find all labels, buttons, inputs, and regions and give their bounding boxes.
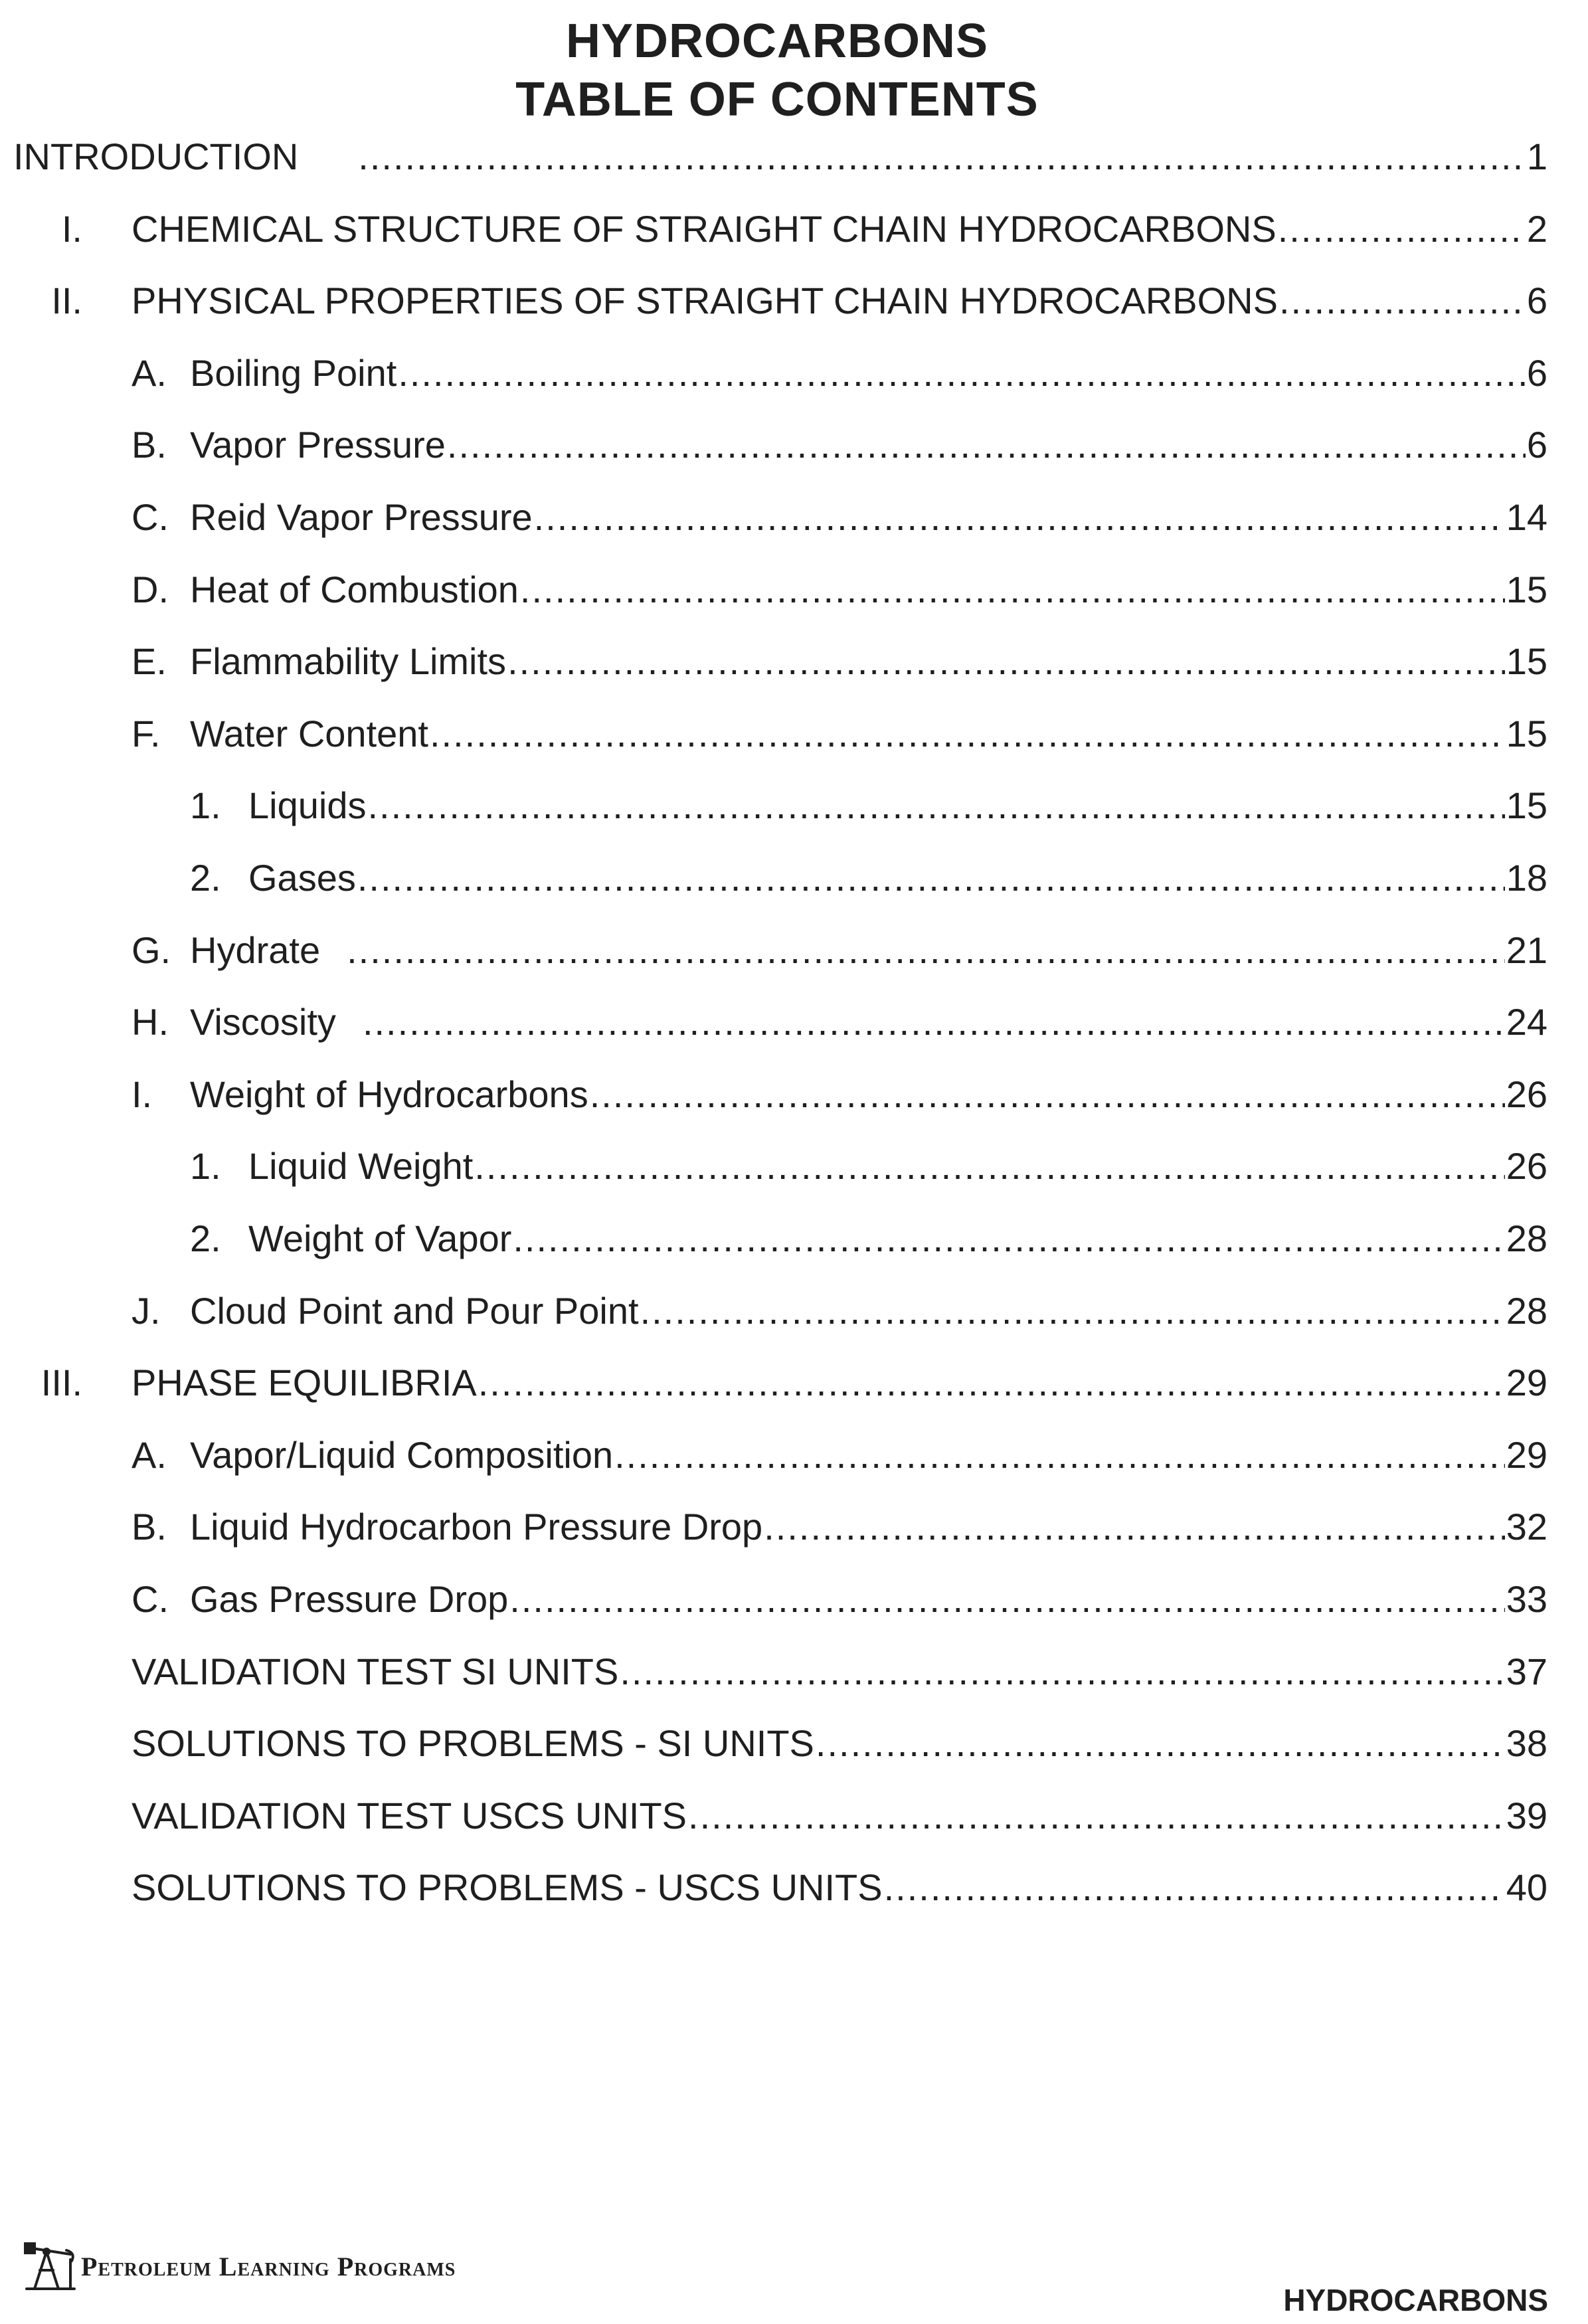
toc-marker: D. (132, 568, 169, 610)
dot-leader (478, 1356, 1505, 1409)
footer-section-title: HYDROCARBONS (1283, 2283, 1548, 2317)
toc-page-number: 28 (1506, 1217, 1547, 1259)
dot-leader (520, 563, 1505, 616)
dot-leader (1278, 203, 1526, 256)
toc-row (0, 347, 1547, 400)
toc-marker: B. (132, 424, 167, 466)
publisher-name: Petroleum Learning Programs (81, 2252, 456, 2281)
toc-row (0, 1573, 1547, 1626)
toc-entry-title: Reid Vapor Pressure (190, 496, 533, 538)
toc-entry-title: VALIDATION TEST USCS UNITS (132, 1794, 687, 1836)
toc-entry (190, 1573, 1547, 1626)
toc-marker: 2. (190, 1217, 221, 1259)
toc-row (0, 707, 1547, 760)
toc-row (0, 203, 1547, 256)
dot-leader (534, 491, 1505, 544)
toc-page-number: 26 (1506, 1145, 1547, 1188)
toc-marker: 1. (190, 1145, 221, 1188)
dot-leader (357, 851, 1505, 905)
toc-row (0, 1500, 1547, 1554)
toc-entry (190, 707, 1547, 760)
toc-page-number: 33 (1506, 1578, 1547, 1620)
toc-entry-title: Vapor/Liquid Composition (190, 1433, 614, 1476)
dot-leader (614, 1429, 1505, 1482)
toc-entry (190, 491, 1547, 544)
toc-marker: II. (51, 280, 82, 322)
toc-entry-title: PHASE EQUILIBRIA (132, 1362, 477, 1404)
toc-page-number: 24 (1506, 1001, 1547, 1043)
toc-entry-title: Heat of Combustion (190, 568, 519, 610)
publisher-logo (24, 2228, 456, 2291)
toc-page-number: 15 (1506, 784, 1547, 827)
toc-row (0, 1789, 1547, 1842)
toc-entry (132, 1645, 1547, 1698)
dot-leader (430, 707, 1505, 760)
toc-page-number: 40 (1506, 1866, 1547, 1909)
dot-leader (474, 1140, 1504, 1193)
toc-entry-title: Cloud Point and Pour Point (190, 1289, 639, 1332)
toc-page-number: 18 (1506, 857, 1547, 899)
toc-page-number: 15 (1506, 640, 1547, 683)
toc-row (0, 1212, 1547, 1265)
toc-entry (190, 996, 1547, 1049)
toc-page-number: 38 (1506, 1722, 1547, 1765)
dot-leader (347, 924, 1505, 977)
toc-entry (132, 274, 1547, 327)
toc-entry-title: Gases (248, 857, 356, 899)
toc-page-number: 6 (1526, 280, 1547, 322)
toc-entry (190, 563, 1547, 616)
toc-row (0, 1717, 1547, 1770)
toc-entry-title: SOLUTIONS TO PROBLEMS - USCS UNITS (132, 1866, 883, 1909)
toc-marker: 2. (190, 857, 221, 899)
dot-leader (509, 1573, 1504, 1626)
toc-page-number: 29 (1506, 1433, 1547, 1476)
toc-row (0, 130, 1547, 183)
toc-page-number: 29 (1506, 1362, 1547, 1404)
toc-row (0, 274, 1547, 327)
toc-page-number: 1 (1526, 135, 1547, 177)
toc-entry-title: Flammability Limits (190, 640, 507, 683)
toc-row (0, 635, 1547, 688)
toc-marker: I. (61, 207, 82, 250)
toc-marker: B. (132, 1506, 167, 1548)
toc-entry (190, 1068, 1547, 1121)
dot-leader (363, 996, 1505, 1049)
toc-entry-title: Water Content (190, 712, 428, 755)
toc-row (0, 779, 1547, 832)
toc-entry-title: PHYSICAL PROPERTIES OF STRAIGHT CHAIN HYDROCARBONS (132, 280, 1278, 322)
toc-entry-title: Weight of Vapor (248, 1217, 512, 1259)
toc-marker: J. (132, 1289, 161, 1332)
toc-entry (132, 1861, 1547, 1914)
toc-marker: C. (132, 496, 169, 538)
toc-entry-title: Liquid Weight (248, 1145, 474, 1188)
toc-page-number: 37 (1506, 1650, 1547, 1692)
dot-leader (640, 1285, 1505, 1338)
toc-entry (190, 347, 1547, 400)
dot-leader (590, 1068, 1505, 1121)
toc-marker: A. (132, 351, 167, 394)
toc-page-number: 14 (1506, 496, 1547, 538)
pumpjack-icon (24, 2228, 77, 2291)
toc-page-number: 32 (1506, 1506, 1547, 1548)
toc-entry (248, 779, 1547, 832)
toc-row (0, 1861, 1547, 1914)
toc-entry (132, 1717, 1547, 1770)
dot-leader (367, 779, 1504, 832)
toc-marker: 1. (190, 784, 221, 827)
toc-entry (190, 1500, 1547, 1554)
toc-marker: I. (132, 1073, 153, 1115)
toc-entry-title: Boiling Point (190, 351, 397, 394)
toc-page-number: 2 (1526, 207, 1547, 250)
toc-entry (190, 635, 1547, 688)
toc-entry (132, 1356, 1547, 1409)
toc-entry-title: Liquids (248, 784, 367, 827)
toc-entry (190, 418, 1547, 472)
toc-entry (248, 1140, 1547, 1193)
toc-entry-title: Weight of Hydrocarbons (190, 1073, 588, 1115)
toc-page-number: 6 (1526, 351, 1547, 394)
toc-row (0, 491, 1547, 544)
toc-entry (248, 851, 1547, 905)
toc-page-number: 28 (1506, 1289, 1547, 1332)
toc-marker: G. (132, 929, 171, 971)
dot-leader (1279, 274, 1526, 327)
toc-entry-title: SOLUTIONS TO PROBLEMS - SI UNITS (132, 1722, 814, 1765)
toc-entry (132, 1789, 1547, 1842)
toc-row (0, 1356, 1547, 1409)
toc-entry-title: Viscosity (190, 1001, 336, 1043)
toc-row (0, 1645, 1547, 1698)
toc-marker: E. (132, 640, 167, 683)
toc-page-number: 21 (1506, 929, 1547, 971)
toc-entry (132, 203, 1547, 256)
dot-leader (764, 1500, 1505, 1554)
toc-entry-title: INTRODUCTION (13, 135, 299, 177)
toc-row (0, 851, 1547, 905)
dot-leader (688, 1789, 1505, 1842)
toc-entry-title: VALIDATION TEST SI UNITS (132, 1650, 619, 1692)
toc-row (0, 1068, 1547, 1121)
toc-row (0, 924, 1547, 977)
dot-leader (884, 1861, 1505, 1914)
toc-entry (13, 130, 1547, 183)
dot-leader (447, 418, 1526, 472)
toc-row (0, 1429, 1547, 1482)
toc-marker: F. (132, 712, 161, 755)
page-subtitle: TABLE OF CONTENTS (515, 73, 1039, 126)
toc-marker: H. (132, 1001, 169, 1043)
toc-entry (190, 924, 1547, 977)
toc-entry (248, 1212, 1547, 1265)
toc-entry-title: Hydrate (190, 929, 321, 971)
toc-marker: A. (132, 1433, 167, 1476)
toc-row (0, 1285, 1547, 1338)
toc-row (0, 563, 1547, 616)
dot-leader (507, 635, 1505, 688)
toc-entry-title: CHEMICAL STRUCTURE OF STRAIGHT CHAIN HYDROCARBONS (132, 207, 1277, 250)
dot-leader (398, 347, 1526, 400)
toc-entry-title: Liquid Hydrocarbon Pressure Drop (190, 1506, 763, 1548)
dot-leader (513, 1212, 1504, 1265)
toc-entry-title: Vapor Pressure (190, 424, 446, 466)
dot-leader (358, 130, 1526, 183)
toc-marker: III. (41, 1362, 82, 1404)
toc-row (0, 418, 1547, 472)
toc-page-number: 15 (1506, 568, 1547, 610)
toc-entry-title: Gas Pressure Drop (190, 1578, 509, 1620)
dot-leader (816, 1717, 1505, 1770)
toc-entry (190, 1285, 1547, 1338)
toc-marker: C. (132, 1578, 169, 1620)
toc-page-number: 6 (1526, 424, 1547, 466)
toc-page-number: 26 (1506, 1073, 1547, 1115)
toc-entry (190, 1429, 1547, 1482)
toc-page-number: 15 (1506, 712, 1547, 755)
toc-row (0, 1140, 1547, 1193)
toc-row (0, 996, 1547, 1049)
page-title: HYDROCARBONS (565, 15, 989, 68)
dot-leader (620, 1645, 1504, 1698)
toc-page-number: 39 (1506, 1794, 1547, 1836)
